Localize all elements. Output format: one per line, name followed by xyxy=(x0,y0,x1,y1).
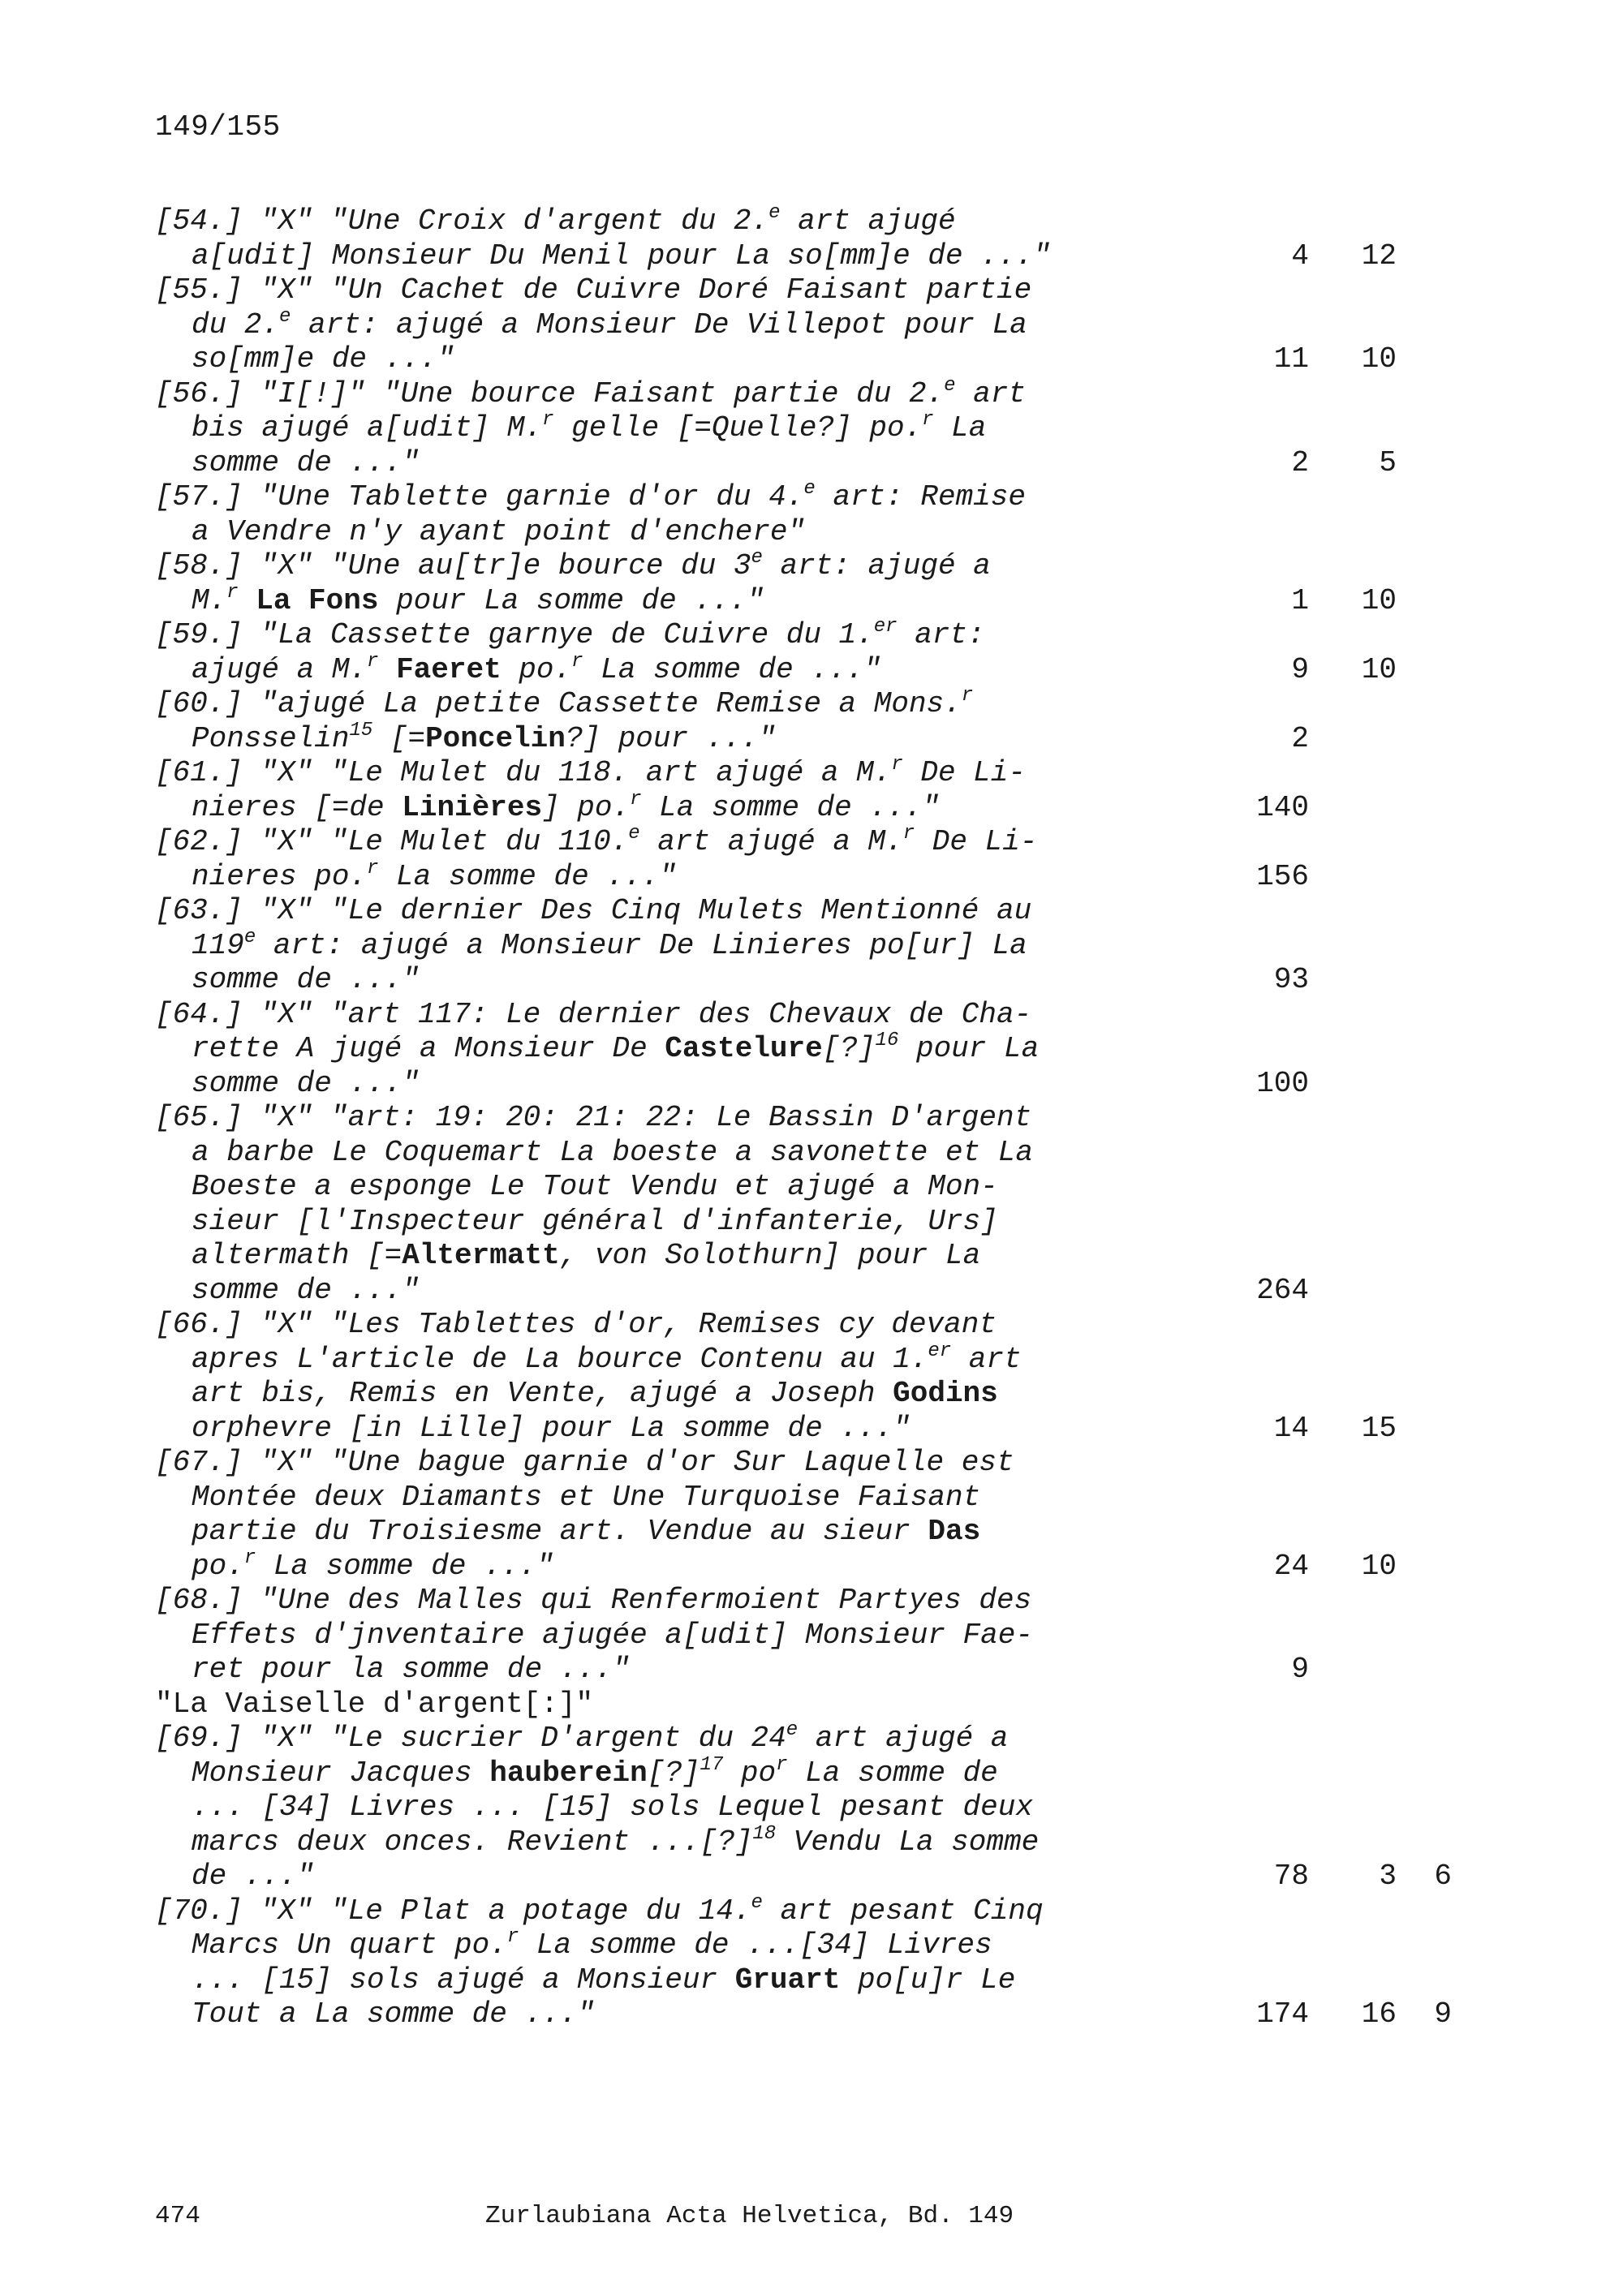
superscript: r xyxy=(542,409,554,431)
entry-line xyxy=(155,1239,1421,1274)
superscript: e xyxy=(243,926,256,948)
inventory-entry xyxy=(155,1891,1452,2032)
amount-livres: 2 xyxy=(1291,445,1309,479)
name-highlight: Linières xyxy=(402,790,543,824)
text-run: so[mm]e de ..." xyxy=(192,342,455,376)
entry-text xyxy=(155,1101,1031,1134)
text-run: [?] xyxy=(647,1756,700,1790)
entry-line xyxy=(155,1377,1421,1412)
entry-text xyxy=(155,894,1031,927)
amount-deniers: 9 xyxy=(1434,1997,1452,2031)
text-run: De Li- xyxy=(915,825,1038,858)
entry-text xyxy=(155,1822,1040,1859)
entry-text xyxy=(155,1963,1015,1997)
text-run: La somme de ...[34] Livres xyxy=(519,1928,992,1962)
entry-text xyxy=(155,788,940,824)
superscript: e xyxy=(786,1719,799,1741)
entry-text xyxy=(155,1584,1031,1617)
superscript: r xyxy=(243,1546,256,1569)
inventory-entry xyxy=(155,1446,1421,1584)
inventory-entry xyxy=(155,1688,1421,1722)
text-run: somme de ..." xyxy=(192,1273,420,1307)
entry-line xyxy=(155,1170,1421,1205)
text-run: pour La xyxy=(898,1032,1040,1065)
inventory-entry xyxy=(155,549,1421,618)
text-run: [63.] "X" "Le dernier Des Cinq Mulets Mentionné au xyxy=(155,894,1032,927)
entry-text xyxy=(155,650,881,686)
entry-text xyxy=(155,1446,1014,1479)
entry-text xyxy=(155,963,420,996)
inventory-entry xyxy=(155,825,1421,894)
entry-line xyxy=(155,857,1421,895)
text-run: [?] xyxy=(822,1032,876,1065)
text-run xyxy=(378,653,396,686)
footer-page-number: 474 xyxy=(155,2202,200,2230)
entry-line xyxy=(155,480,1421,515)
superscript: r xyxy=(506,1926,519,1948)
text-run: [61.] "X" "Le Mulet du 118. art ajugé a M. xyxy=(155,756,892,789)
text-run: Monsieur Jacques xyxy=(192,1756,490,1790)
entry-line xyxy=(155,1032,1421,1067)
text-run: art xyxy=(951,1342,1022,1376)
text-run: a barbe Le Coquemart La boeste a savonette et La xyxy=(192,1135,1033,1169)
text-run: ?] pour ..." xyxy=(565,721,777,755)
entry-text xyxy=(155,1412,911,1445)
text-run: 119 xyxy=(192,928,244,962)
entry-text xyxy=(155,998,1031,1031)
entry-line xyxy=(155,342,1421,377)
entry-text xyxy=(155,1170,998,1203)
entry-line xyxy=(155,719,1421,757)
entry-line xyxy=(155,1205,1421,1240)
superscript: e xyxy=(628,823,640,845)
entry-line xyxy=(155,446,1421,481)
entry-line xyxy=(155,1067,1421,1102)
text-run: La somme de ..." xyxy=(641,790,940,824)
text-run: La somme de ..." xyxy=(583,652,881,686)
entry-line xyxy=(155,1481,1421,1516)
entry-line xyxy=(155,1791,1421,1825)
text-run: nieres po. xyxy=(192,859,368,893)
text-run: art ajugé xyxy=(780,204,956,238)
amount-deniers: 6 xyxy=(1434,1860,1452,1893)
text-run: Vendu La somme xyxy=(776,1825,1040,1859)
text-run: [64.] "X" "art 117: Le dernier des Chevaux de Cha- xyxy=(155,997,1032,1031)
footer-journal-title: Zurlaubiana Acta Helvetica, Bd. 149 xyxy=(485,2202,1014,2230)
superscript: r xyxy=(891,754,903,776)
inventory-entry xyxy=(155,756,1421,825)
text-run: [58.] "X" "Une au[tr]e bource du 3 xyxy=(155,549,751,583)
entry-text xyxy=(155,239,1051,273)
text-run: po. xyxy=(501,652,572,686)
entry-text xyxy=(155,1653,630,1686)
inventory-entry xyxy=(155,1308,1421,1446)
entry-line xyxy=(155,788,1421,826)
entry-line xyxy=(155,687,1421,722)
text-run: art: ajugé a Monsieur De Villepot pour La xyxy=(291,307,1027,342)
superscript: r xyxy=(630,788,642,810)
text-run: sieur [l'Inspecteur général d'infanterie, Urs] xyxy=(192,1204,998,1238)
entry-line xyxy=(155,515,1421,550)
entry-text xyxy=(155,480,1026,514)
superscript: r xyxy=(571,650,583,673)
superscript: 18 xyxy=(752,1822,777,1845)
entry-text xyxy=(155,1688,593,1721)
entry-line xyxy=(155,926,1421,964)
entry-line xyxy=(155,1619,1421,1653)
text-run: art bis, Remis en Vente, ajugé a Joseph xyxy=(192,1377,893,1410)
text-run: de ..." xyxy=(192,1860,315,1893)
name-highlight: Faeret xyxy=(396,652,502,686)
amount-livres: 100 xyxy=(1256,1066,1309,1100)
inventory-entry xyxy=(155,998,1421,1102)
entry-text xyxy=(155,1619,1033,1652)
text-run: [66.] "X" "Les Tablettes d'or, Remises cy devant xyxy=(155,1308,997,1341)
superscript: r xyxy=(367,650,379,673)
superscript: 17 xyxy=(700,1753,724,1776)
entry-line xyxy=(155,1891,1421,1929)
entry-text xyxy=(155,926,1027,962)
entry-line xyxy=(155,1101,1421,1136)
entry-line xyxy=(155,1136,1421,1171)
inventory-entry xyxy=(155,374,1421,481)
text-run: po xyxy=(723,1756,777,1790)
entry-text xyxy=(155,549,991,583)
text-run: Boeste a esponge Le Tout Vendu et ajugé a Mon- xyxy=(192,1170,998,1203)
amount-sols: 10 xyxy=(1361,652,1397,686)
entry-text xyxy=(155,719,777,755)
entry-text xyxy=(155,1239,980,1272)
amount-sols: 16 xyxy=(1361,1997,1397,2031)
entry-line xyxy=(155,1822,1421,1860)
entry-line xyxy=(155,305,1421,343)
entry-line xyxy=(155,1753,1421,1791)
entry-line xyxy=(155,1584,1421,1619)
text-run: ] po. xyxy=(542,790,631,824)
entry-line xyxy=(155,1997,1452,2032)
entry-line xyxy=(155,1412,1421,1447)
text-run: [69.] "X" "Le sucrier D'argent du 24 xyxy=(155,1722,786,1755)
text-run xyxy=(239,584,256,617)
text-run: somme de ..." xyxy=(192,1066,420,1100)
entry-text xyxy=(155,1377,998,1410)
text-run: du 2. xyxy=(192,307,280,342)
entry-line xyxy=(155,1274,1421,1309)
entry-line xyxy=(155,1515,1421,1550)
text-run: [60.] "ajugé La petite Cassette Remise a Mons. xyxy=(155,687,962,720)
amount-sols: 5 xyxy=(1379,445,1397,479)
entry-line xyxy=(155,549,1421,584)
text-run: [55.] "X" "Un Cachet de Cuivre Doré Faisant partie xyxy=(155,273,1032,307)
amount-livres: 1 xyxy=(1291,583,1309,617)
text-run: M. xyxy=(192,583,227,617)
inventory-entry xyxy=(155,273,1421,377)
entry-text xyxy=(155,756,1026,789)
entry-text xyxy=(155,1481,980,1514)
text-run: art: xyxy=(897,618,985,651)
entry-text xyxy=(155,305,1027,342)
entry-line xyxy=(155,1546,1421,1584)
entry-line xyxy=(155,1860,1452,1894)
text-run: po. xyxy=(192,1549,244,1583)
amount-sols: 10 xyxy=(1361,342,1397,376)
inventory-entry xyxy=(155,687,1421,756)
name-highlight: Castelure xyxy=(665,1032,823,1065)
entry-text xyxy=(155,411,986,445)
entry-text xyxy=(155,1308,997,1341)
name-highlight: hauberein xyxy=(489,1756,648,1790)
entry-text xyxy=(155,515,805,548)
text-run: [59.] "La Cassette garnye de Cuivre du 1. xyxy=(155,618,874,651)
entry-line xyxy=(155,998,1421,1033)
inventory-entry xyxy=(155,480,1421,549)
text-run: somme de ..." xyxy=(192,445,420,479)
text-run: ... [34] Livres ... [15] sols Lequel pesant deux xyxy=(192,1791,1033,1824)
text-run: [65.] "X" "art: 19: 20: 21: 22: Le Bassin D'argent xyxy=(155,1101,1032,1134)
entry-line xyxy=(155,1928,1421,1963)
text-run: a[udit] Monsieur Du Menil pour La so[mm]e de ..." xyxy=(192,239,1051,273)
inventory-entry xyxy=(155,894,1421,998)
text-run: [68.] "Une des Malles qui Renfermoient Partyes des xyxy=(155,1584,1032,1617)
entry-text xyxy=(155,1891,1044,1928)
page-number: 149/155 xyxy=(155,110,281,144)
text-run: pour La somme de ..." xyxy=(378,583,764,617)
entry-text xyxy=(155,857,677,893)
text-run: marcs deux onces. Revient ...[?] xyxy=(192,1825,753,1859)
text-run: La xyxy=(933,411,987,445)
amount-sols: 3 xyxy=(1379,1860,1397,1893)
entry-text xyxy=(155,1274,420,1307)
entry-text xyxy=(155,1860,314,1893)
entry-text xyxy=(155,204,956,238)
amount-livres: 24 xyxy=(1273,1549,1309,1583)
superscript: er xyxy=(928,1339,952,1362)
entry-text xyxy=(155,1928,992,1962)
inventory-entry xyxy=(155,618,1421,687)
entry-text xyxy=(155,687,973,720)
superscript: r xyxy=(226,581,239,604)
entry-text xyxy=(155,1205,998,1238)
text-run: orphevre [in Lille] pour La somme de ..." xyxy=(192,1411,911,1445)
text-run: [= xyxy=(372,721,426,755)
entry-line xyxy=(155,1446,1421,1481)
name-highlight: La Fons xyxy=(256,583,379,617)
entry-text xyxy=(155,825,1037,858)
text-run: [54.] "X" "Une Croix d'argent du 2. xyxy=(155,204,769,238)
text-run: art: ajugé a xyxy=(762,549,991,583)
text-run: De Li- xyxy=(902,756,1026,789)
text-run: Marcs Un quart po. xyxy=(192,1928,507,1962)
superscript: r xyxy=(961,685,974,707)
amount-sols: 12 xyxy=(1361,239,1397,273)
superscript: e xyxy=(279,305,291,328)
amount-livres: 14 xyxy=(1273,1411,1309,1445)
entry-line xyxy=(155,1719,1421,1756)
entry-line xyxy=(155,894,1421,929)
text-run: apres L'article de La bource Contenu au 1. xyxy=(192,1342,928,1376)
entry-list xyxy=(155,202,1452,2032)
superscript: 15 xyxy=(349,719,373,742)
amount-livres: 156 xyxy=(1256,859,1309,893)
text-run: Effets d'jnventaire ajugée a[udit] Monsieur Fae- xyxy=(192,1618,1033,1652)
amount-livres: 2 xyxy=(1291,721,1309,755)
text-run: partie du Troisiesme art. Vendue au sieur xyxy=(192,1515,928,1548)
superscript: e xyxy=(944,374,956,397)
entry-text xyxy=(155,1515,980,1548)
text-run: rette A jugé a Monsieur De xyxy=(192,1032,665,1065)
amount-livres: 4 xyxy=(1291,239,1309,273)
entry-line xyxy=(155,239,1421,274)
entry-text xyxy=(155,1753,998,1790)
text-run: somme de ..." xyxy=(192,963,420,996)
entry-line xyxy=(155,756,1421,791)
amount-livres: 11 xyxy=(1273,342,1309,376)
text-run: ... [15] sols ajugé a Monsieur xyxy=(192,1963,735,1997)
superscript: e xyxy=(803,478,816,500)
entry-text xyxy=(155,1067,420,1100)
amount-livres: 9 xyxy=(1291,652,1309,686)
text-run: bis ajugé a[udit] M. xyxy=(192,411,543,445)
superscript: er xyxy=(873,616,898,638)
entry-line xyxy=(155,650,1421,688)
entry-text xyxy=(155,1791,1033,1824)
inventory-entry xyxy=(155,1584,1421,1688)
text-run: art ajugé a M. xyxy=(639,825,903,858)
text-run: nieres [=de xyxy=(192,790,403,824)
text-run: art: Remise xyxy=(815,480,1026,514)
entry-line xyxy=(155,963,1421,998)
text-run: La somme de xyxy=(787,1756,998,1790)
name-highlight: Poncelin xyxy=(425,721,566,755)
entry-text xyxy=(155,1719,1009,1755)
amount-sols: 10 xyxy=(1361,583,1397,617)
entry-text xyxy=(155,1546,554,1583)
text-run: [62.] "X" "Le Mulet du 110. xyxy=(155,825,629,858)
text-run: po[u]r Le xyxy=(840,1963,1016,1997)
text-run: ret pour la somme de ..." xyxy=(192,1653,631,1686)
text-run: gelle [=Quelle?] po. xyxy=(553,411,923,445)
entry-text xyxy=(155,273,1031,307)
entry-text xyxy=(155,618,985,651)
text-run: [67.] "X" "Une bague garnie d'or Sur Laquelle est xyxy=(155,1446,1014,1479)
superscript: e xyxy=(768,202,781,224)
entry-line xyxy=(155,618,1421,653)
superscript: r xyxy=(922,409,934,431)
entry-text xyxy=(155,1997,595,2031)
text-run: La somme de ..." xyxy=(256,1549,554,1583)
amount-livres: 174 xyxy=(1256,1997,1309,2031)
text-run: art ajugé a xyxy=(798,1722,1009,1755)
text-run: Montée deux Diamants et Une Turquoise Faisant xyxy=(192,1480,981,1514)
text-run: "La Vaiselle d'argent[:]" xyxy=(155,1687,594,1721)
superscript: e xyxy=(751,547,763,569)
text-run: art pesant Cinq xyxy=(762,1894,1044,1928)
entry-text xyxy=(155,1339,1022,1376)
entry-line xyxy=(155,1688,1421,1722)
entry-text xyxy=(155,1136,1033,1169)
entry-text xyxy=(155,342,454,376)
inventory-entry xyxy=(155,1719,1452,1894)
text-run: [57.] "Une Tablette garnie d'or du 4. xyxy=(155,480,804,514)
entry-line xyxy=(155,204,1421,239)
entry-line xyxy=(155,374,1421,412)
amount-livres: 264 xyxy=(1256,1273,1309,1307)
name-highlight: Godins xyxy=(893,1377,998,1410)
superscript: r xyxy=(776,1753,788,1776)
text-run: Tout a La somme de ..." xyxy=(192,1997,595,2031)
entry-line xyxy=(155,581,1421,619)
entry-text xyxy=(155,374,1026,411)
superscript: r xyxy=(902,823,915,845)
text-run: art: ajugé a Monsieur De Linieres po[ur] La xyxy=(256,928,1027,962)
amount-sols: 10 xyxy=(1361,1549,1397,1583)
entry-line xyxy=(155,1653,1421,1688)
superscript: 16 xyxy=(875,1030,899,1051)
entry-line xyxy=(155,1963,1421,1998)
entry-line xyxy=(155,411,1421,446)
entry-text xyxy=(155,1032,1039,1065)
entry-text xyxy=(155,581,764,617)
entry-line xyxy=(155,1339,1421,1378)
amount-sols: 15 xyxy=(1361,1411,1397,1445)
amount-livres: 78 xyxy=(1273,1860,1309,1893)
name-highlight: Altermatt xyxy=(402,1239,560,1272)
text-run: Ponsselin xyxy=(192,721,350,755)
entry-line xyxy=(155,273,1421,308)
inventory-entry xyxy=(155,204,1421,273)
amount-livres: 9 xyxy=(1291,1653,1309,1686)
name-highlight: Das xyxy=(928,1515,981,1548)
text-run: [70.] "X" "Le Plat a potage du 14. xyxy=(155,1894,751,1928)
entry-line xyxy=(155,1308,1421,1343)
superscript: e xyxy=(751,1891,763,1914)
text-run: art xyxy=(955,376,1026,411)
text-run: altermath [= xyxy=(192,1239,403,1272)
text-run: a Vendre n'y ayant point d'enchere" xyxy=(192,514,806,548)
amount-livres: 140 xyxy=(1256,790,1309,824)
text-run: , von Solothurn] pour La xyxy=(559,1239,981,1272)
text-run: [56.] "I[!]" "Une bource Faisant partie du 2. xyxy=(155,376,945,411)
entry-line xyxy=(155,825,1421,860)
text-run: La somme de ..." xyxy=(378,859,677,893)
name-highlight: Gruart xyxy=(734,1963,841,1997)
amount-livres: 93 xyxy=(1273,963,1309,996)
text-run: ajugé a M. xyxy=(192,652,368,686)
inventory-entry xyxy=(155,1101,1421,1308)
superscript: r xyxy=(367,857,379,879)
entry-text xyxy=(155,446,420,479)
